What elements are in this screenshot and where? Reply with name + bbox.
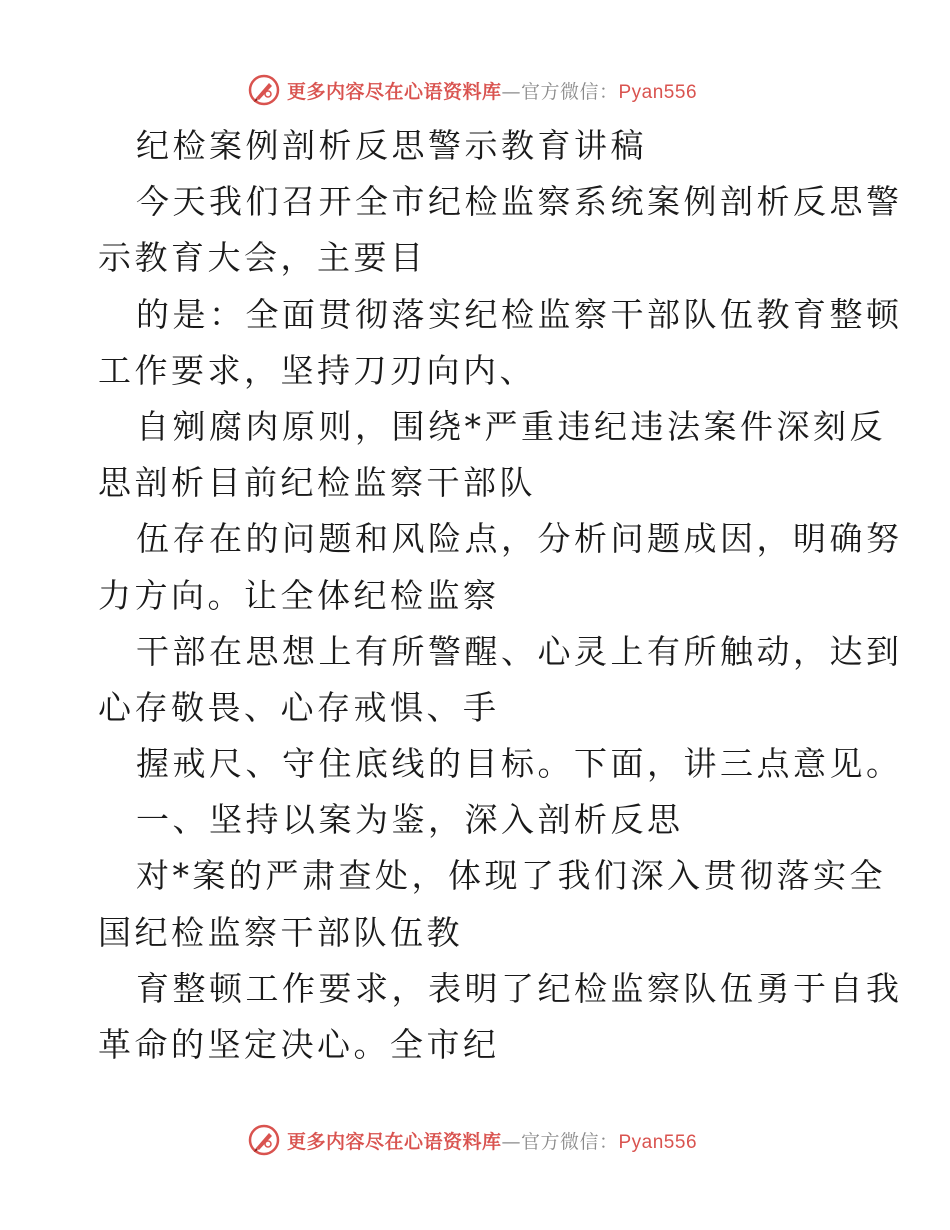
- watermark-dash: —: [501, 80, 521, 103]
- watermark-lead: 更多内容尽在心语资料库: [286, 80, 502, 103]
- watermark-group: [247, 1123, 697, 1157]
- text-line: 今天我们召开全市纪检监察系统案例剖析反思警: [136, 182, 903, 222]
- watermark-account: Pyan556: [618, 1131, 698, 1153]
- watermark-account: Pyan556: [618, 81, 698, 103]
- text-line: 干部在思想上有所警醒、心灵上有所触动，达到: [136, 631, 903, 671]
- document-title: 纪检案例剖析反思警示教育讲稿: [136, 126, 647, 165]
- quill-pen-icon: [247, 73, 281, 107]
- document-body: [98, 118, 903, 1073]
- text-line: 的是：全面贯彻落实纪检监察干部队伍教育整顿: [136, 294, 903, 334]
- text-line: 育整顿工作要求，表明了纪检监察队伍勇于自我: [136, 968, 903, 1008]
- text-line: 思剖析目前纪检监察干部队: [98, 463, 536, 503]
- watermark-group: [247, 73, 697, 107]
- text-line: 对*案的严肃查处，体现了我们深入贯彻落实全: [136, 856, 886, 896]
- text-line: 自剜腐肉原则，围绕*严重违纪违法案件深刻反: [136, 406, 886, 446]
- text-line: 国纪检监察干部队伍教: [98, 912, 463, 952]
- text-line: 革命的坚定决心。全市纪: [98, 1025, 500, 1064]
- text-line: 工作要求，坚持刀刃向内、: [98, 350, 536, 390]
- watermark-lead: 更多内容尽在心语资料库: [286, 1130, 502, 1153]
- watermark-text: [287, 77, 697, 104]
- header-watermark: [0, 70, 950, 110]
- watermark-text: [287, 1127, 697, 1154]
- watermark-official: 官方微信：: [520, 80, 619, 103]
- text-line: 心存敬畏、心存戒惧、手: [98, 687, 500, 727]
- quill-pen-icon: [247, 1123, 281, 1157]
- watermark-official: 官方微信：: [520, 1130, 619, 1153]
- text-line: 伍存在的问题和风险点，分析问题成因，明确努: [136, 519, 903, 559]
- section-heading: 一、坚持以案为鉴，深入剖析反思: [136, 800, 684, 840]
- text-line: 握戒尺、守住底线的目标。下面，讲三点意见。: [136, 744, 903, 784]
- text-line: 示教育大会，主要目: [98, 238, 427, 278]
- footer-watermark: [0, 1120, 950, 1160]
- watermark-dash: —: [501, 1130, 521, 1153]
- text-line: 力方向。让全体纪检监察: [98, 575, 500, 615]
